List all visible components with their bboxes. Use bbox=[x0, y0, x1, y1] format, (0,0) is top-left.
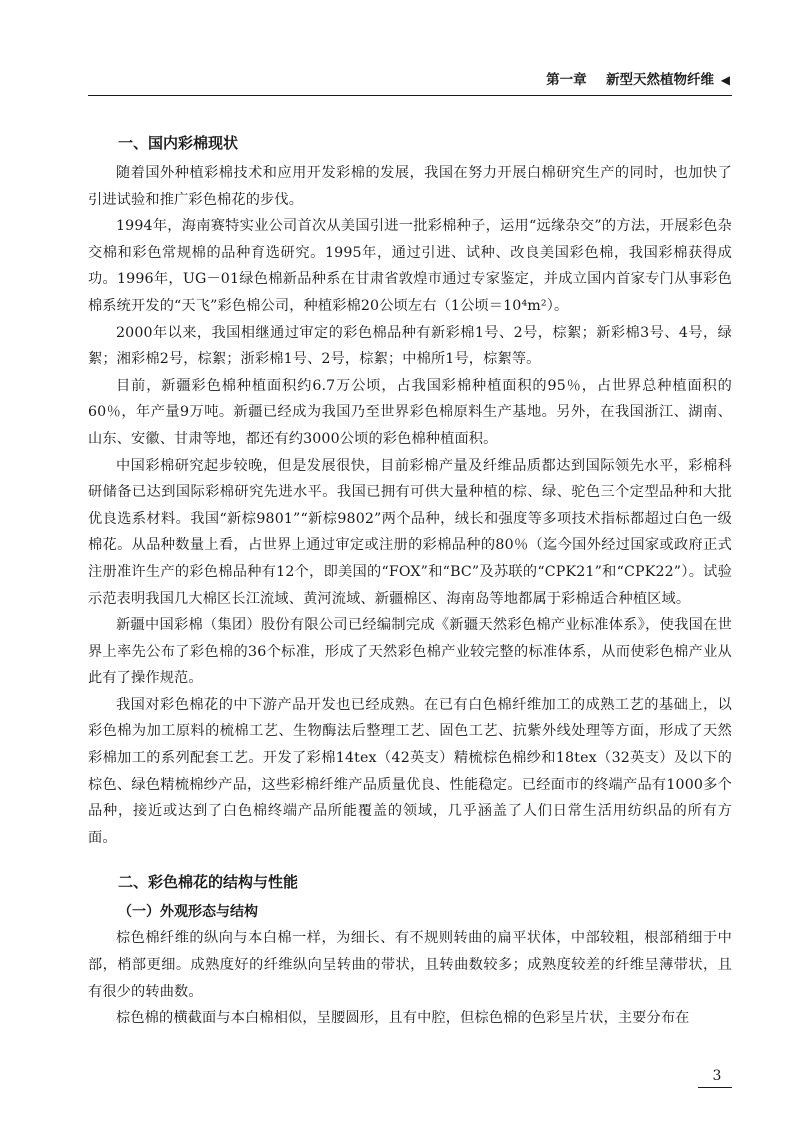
paragraph: 目前，新疆彩色棉种植面积约6.7万公顷，占我国彩棉种植面积的95％，占世界总种植面积的60％，年产量9万吨。新疆已经成为我国乃至世界彩色棉原料生产基地。另外，在我国浙江、湖南、山东、安徽、甘肃等地，都还有约3000公顷的彩色棉种植面积。 bbox=[88, 377, 732, 447]
header-rule bbox=[88, 95, 732, 96]
paragraph: 1994年，海南赛特实业公司首次从美国引进一批彩棉种子，运用“远缘杂交”的方法，开展彩色杂交棉和彩色常规棉的品种育选研究。1995年，通过引进、试种、改良美国彩色棉，我国彩棉获得成功。1996年，UG－01绿色棉新品种系在甘肃省敦煌市通过专家鉴定，并成立国内首家专门从事彩色棉系统开发的“天飞”彩色棉公司，种植彩棉20公顷左右（1公顷＝10⁴m²）。 bbox=[88, 218, 732, 314]
paragraph: 随着国外种植彩棉技术和应用开发彩棉的发展，我国在努力开展白棉研究生产的同时，也加快了引进试验和推广彩色棉花的步伐。 bbox=[88, 165, 732, 208]
running-head bbox=[546, 68, 730, 88]
paragraph: 2000年以来，我国相继通过审定的彩色棉品种有新彩棉1号、2号，棕絮；新彩棉3号、4号，绿絮；湘彩棉2号，棕絮；浙彩棉1号、2号，棕絮；中棉所1号，棕絮等。 bbox=[88, 324, 732, 368]
section-heading-2: 二、彩色棉花的结构与性能 bbox=[118, 873, 299, 892]
paragraph: 我国对彩色棉花的中下游产品开发也已经成熟。在已有白色棉纤维加工的成熟工艺的基础上，以彩色棉为加工原料的梳棉工艺、生物酶法后整理工艺、固色工艺、抗紫外线处理等方面，形成了天然彩棉加工的系列配套工艺。开发了彩棉14tex（42英支）精梳棕色棉纱和18tex（32英支）及以下的棕色、绿色精梳棉纱产品，这些彩棉纤维产品质量优良、性能稳定。已经面市的终端产品有1000多个品种，接近或达到了白色棉终端产品所能覆盖的领域，几乎涵盖了人们日常生活用纺织品的所有方面。 bbox=[88, 696, 732, 846]
page-number-rule bbox=[698, 1087, 732, 1088]
paragraph: 新疆中国彩棉（集团）股份有限公司已经编制完成《新疆天然彩色棉产业标准体系》，使我国在世界上率先公布了彩色棉的36个标准，形成了天然彩色棉产业较完整的标准体系，从而使彩色棉产业从此有了操作规范。 bbox=[88, 617, 732, 687]
section-heading-1: 一、国内彩棉现状 bbox=[118, 134, 239, 152]
paragraph: 棕色棉的横截面与本白棉相似，呈腰圆形，且有中腔，但棕色棉的色彩呈片状，主要分布在 bbox=[116, 1010, 690, 1027]
paragraph: 棕色棉纤维的纵向与本白棉一样，为细长、有不规则转曲的扁平状体，中部较粗，根部稍细于中部，梢部更细。成熟度好的纤维纵向呈转曲的带状，且转曲数较多；成熟度较差的纤维呈薄带状，且有很少的转曲数。 bbox=[88, 930, 732, 1000]
chapter-title: 新型天然植物纤维 bbox=[606, 72, 715, 88]
paragraph: 中国彩棉研究起步较晚，但是发展很快，目前彩棉产量及纤维品质都达到国际领先水平，彩棉科研储备已达到国际彩棉研究先进水平。我国已拥有可供大量种植的棕、绿、驼色三个定型品种和大批优良选系材料。我国“新棕9801”“新棕9802”两个品种，绒长和强度等多项技术指标都超过白色一级棉花。从品种数量上看，占世界上通过审定或注册的彩棉品种的80％（迄今国外经过国家或政府正式注册准许生产的彩色棉品种有12个，即美国的“FOX”和“BC”及苏联的“CPK21”和“CPK22”）。试验示范表明我国几大棉区长江流域、黄河流域、新疆棉区、海南岛等地都属于彩棉适合种植区域。 bbox=[88, 457, 732, 607]
page-number: 3 bbox=[712, 1068, 722, 1084]
chapter-label: 第一章 bbox=[546, 72, 587, 88]
chapter-marker-icon: ◀ bbox=[720, 73, 730, 87]
page-body bbox=[88, 130, 732, 1032]
subsection-heading: （一）外观形态与结构 bbox=[118, 904, 258, 921]
